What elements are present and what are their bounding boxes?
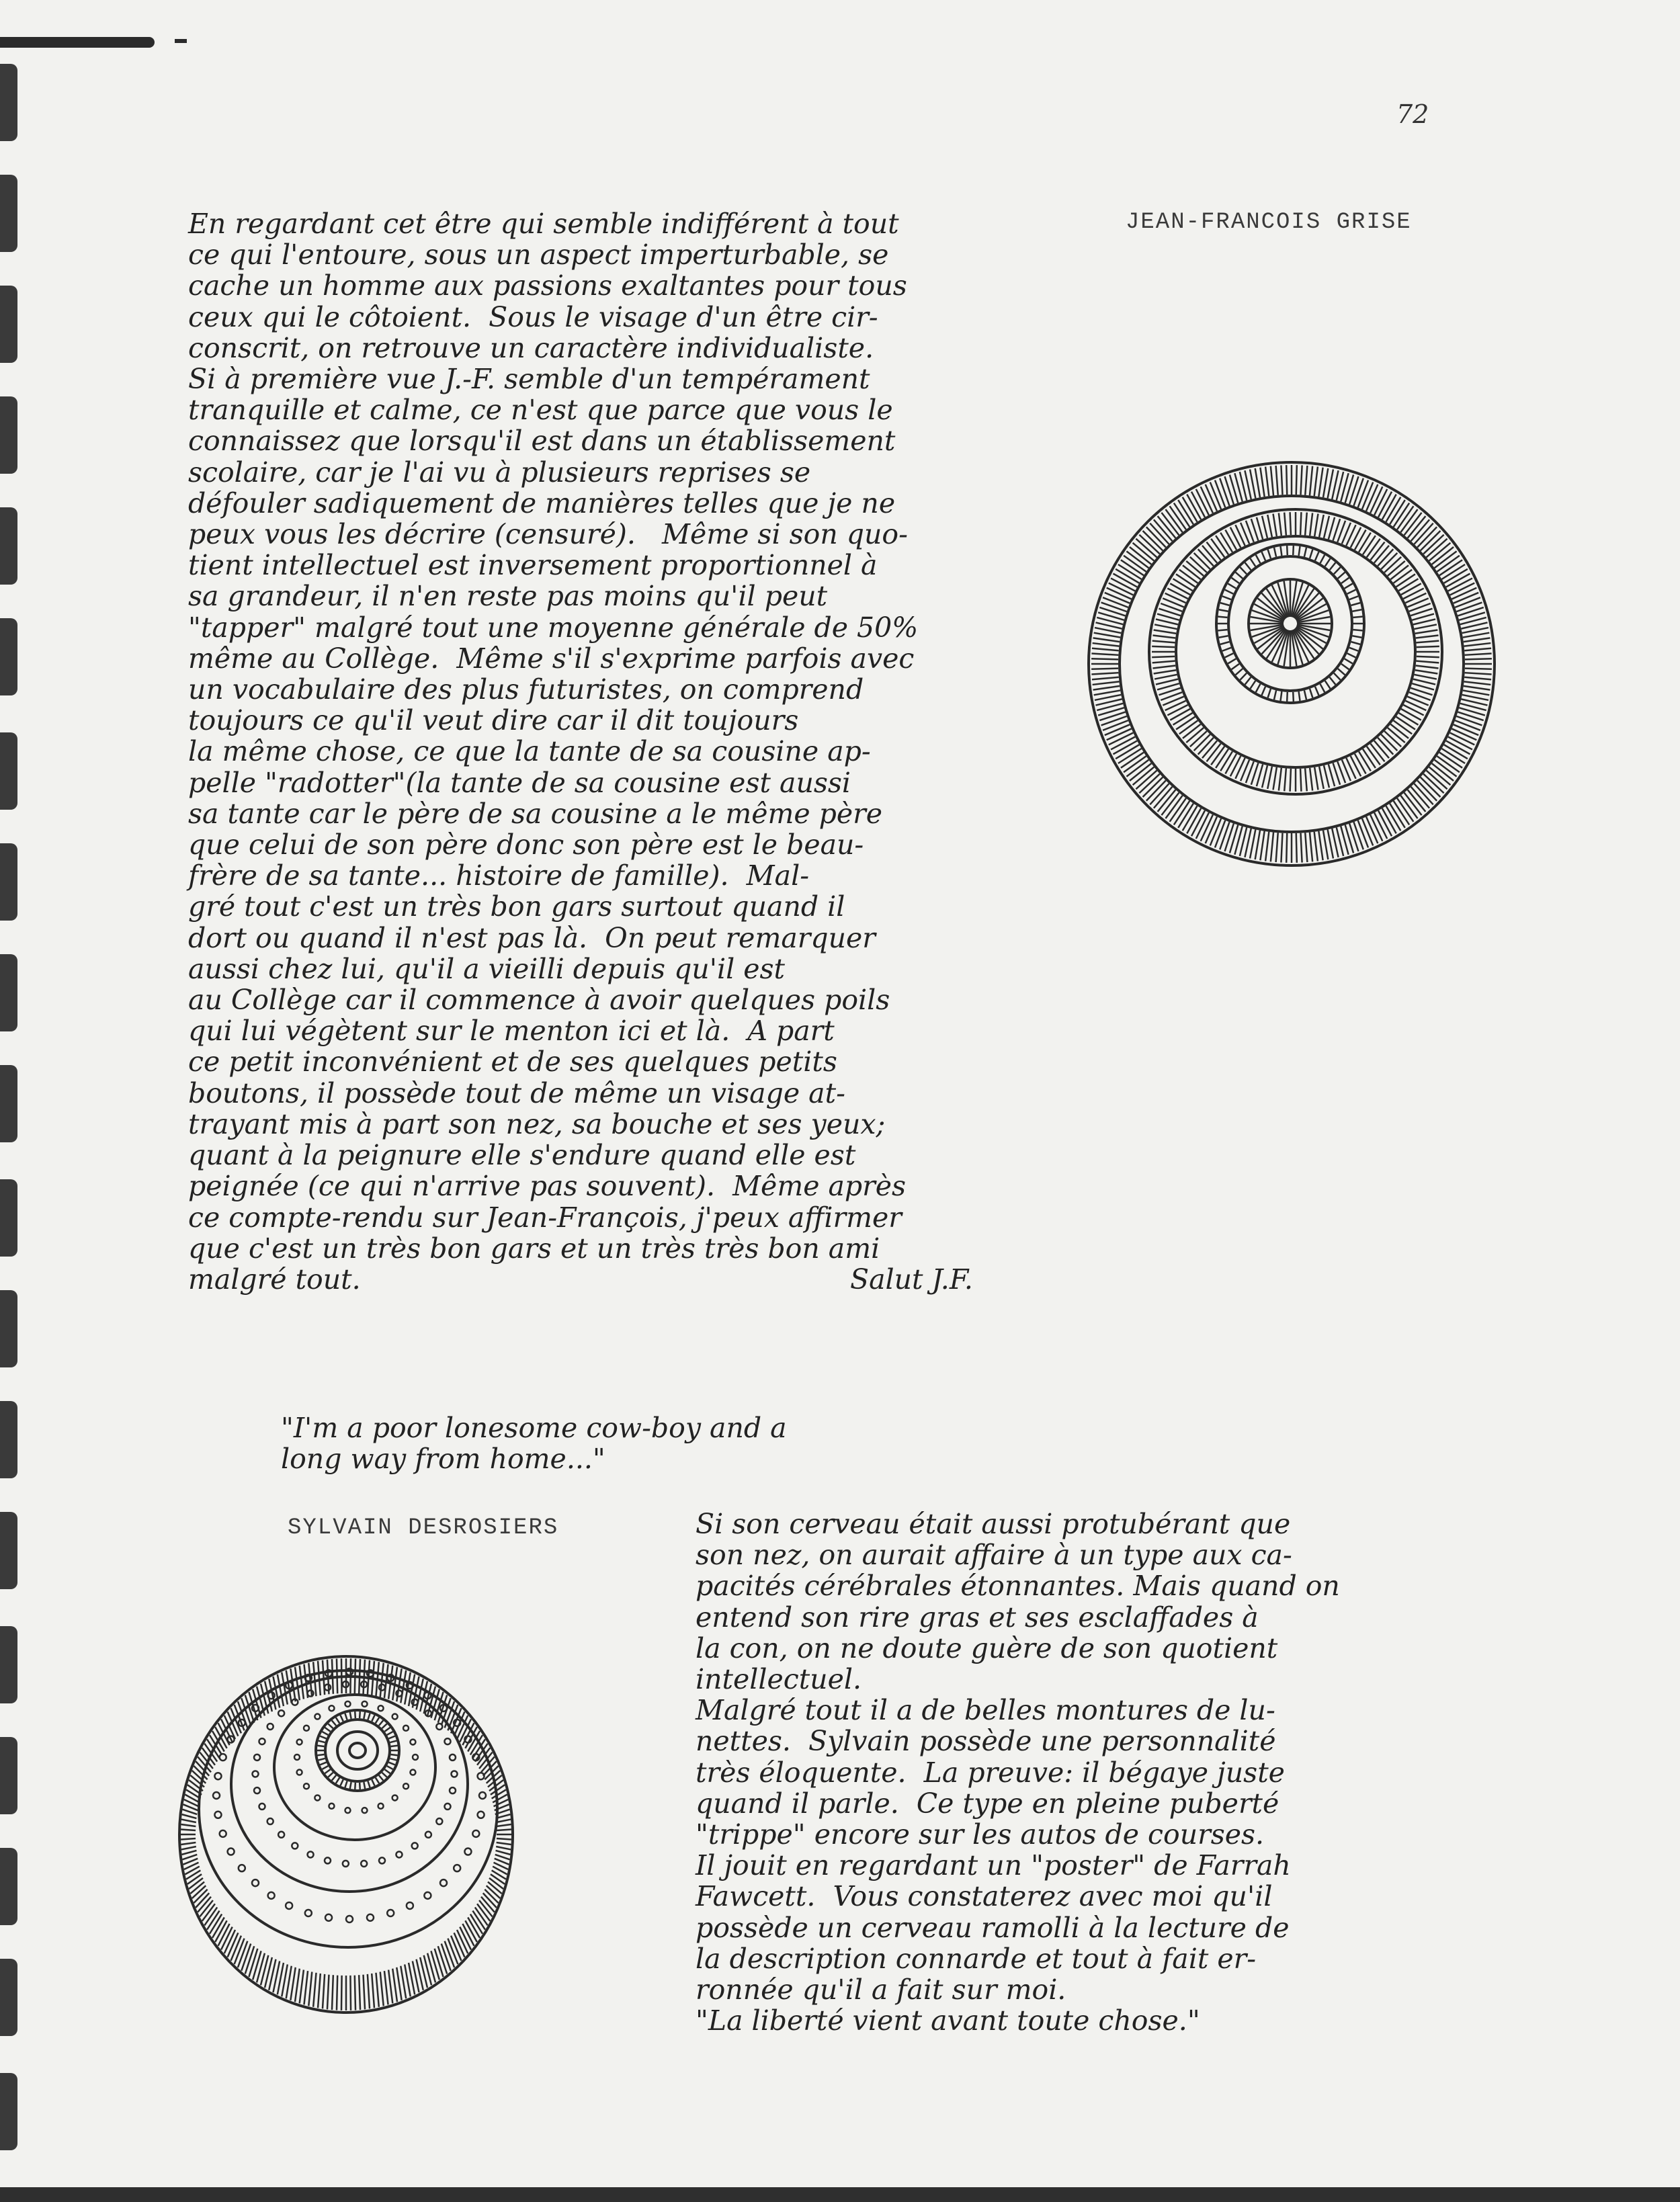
text-line: Il jouit en regardant un "poster" de Farrah — [696, 1849, 1291, 1882]
scan-mark — [0, 37, 155, 48]
binding-hole — [0, 1179, 17, 1257]
text-line: Fawcett. Vous constaterez avec moi qu'il — [696, 1880, 1273, 1913]
scan-edge — [0, 2187, 1680, 2202]
text-line: "La liberté vient avant toute chose." — [696, 2004, 1200, 2037]
binding-hole — [0, 954, 17, 1031]
text-line: intellectuel. — [696, 1663, 862, 1696]
text-line: Malgré tout il a de belles montures de lu- — [696, 1694, 1275, 1727]
page-number: 72 — [1396, 99, 1429, 129]
text-line: En regardant cet être qui semble indifférent à tout — [188, 208, 899, 240]
text-line: que celui de son père donc son père est le beau- — [188, 829, 864, 861]
text-line: connaissez que lorsqu'il est dans un établissement — [188, 425, 896, 458]
binding-hole — [0, 2073, 17, 2150]
text-line: sa grandeur, il n'en reste pas moins qu'il peut — [188, 580, 828, 613]
text-line: tranquille et calme, ce n'est que parce que vous le — [188, 394, 893, 427]
binding-hole — [0, 618, 17, 695]
text-line: dort ou quand il n'est pas là. On peut remarquer — [188, 921, 876, 954]
text-line: Si à première vue J.-F. semble d'un tempérament — [188, 363, 870, 396]
text-line: la même chose, ce que la tante de sa cousine ap- — [188, 735, 871, 768]
text-line: qui lui végètent sur le menton ici et là. A part — [188, 1015, 835, 1048]
text-line: possède un cerveau ramolli à la lecture de — [696, 1911, 1290, 1944]
text-line: sa tante car le père de sa cousine a le même père — [188, 797, 883, 830]
binding-hole — [0, 1959, 17, 2036]
text-line-last — [188, 1263, 973, 1296]
profile-text — [696, 1509, 1340, 2036]
text-line: la description connarde et tout à fait er- — [696, 1942, 1257, 1975]
binding-hole — [0, 1737, 17, 1814]
text-line: peux vous les décrire (censuré). Même si son quo- — [188, 518, 908, 551]
text-line: cache un homme aux passions exaltantes pour tous — [188, 269, 907, 302]
binding-hole — [0, 1290, 17, 1367]
text-line: trayant mis à part son nez, sa bouche et ses yeux; — [188, 1107, 886, 1140]
spiral-binding — [0, 0, 27, 2202]
profile-name: JEAN-FRANCOIS GRISE — [1126, 210, 1412, 235]
profile-name: SYLVAIN DESROSIERS — [288, 1515, 559, 1541]
profile-quote — [281, 1412, 787, 1474]
text-line: la con, on ne doute guère de son quotient — [696, 1632, 1278, 1664]
text-line: toujours ce qu'il veut dire car il dit toujours — [188, 704, 799, 737]
text-line: "tapper" malgré tout une moyenne générale de 50% — [188, 611, 919, 644]
text-line: Si son cerveau était aussi protubérant que — [696, 1508, 1291, 1540]
text-line: ce qui l'entoure, sous un aspect imperturbable, se — [188, 239, 889, 271]
profile-text — [188, 208, 973, 1296]
scan-mark — [175, 39, 187, 43]
text-line: frère de sa tante... histoire de famille). Mal- — [188, 859, 810, 892]
text-line: quand il parle. Ce type en pleine puberté — [696, 1787, 1279, 1820]
text-line: peignée (ce qui n'arrive pas souvent). Même après — [188, 1170, 907, 1203]
text-line: ce petit inconvénient et de ses quelques petits — [188, 1046, 837, 1078]
text-line: défouler sadiquement de manières telles que je ne — [188, 486, 896, 519]
text-line: même au Collège. Même s'il s'exprime parfois avec — [188, 642, 915, 675]
quote-line: "I'm a poor lonesome cow-boy and a — [281, 1412, 787, 1444]
text-line: aussi chez lui, qu'il a vieilli depuis qu'il est — [188, 952, 786, 985]
text-line: nettes. Sylvain possède une personnalité — [696, 1725, 1276, 1758]
binding-hole — [0, 732, 17, 810]
binding-hole — [0, 1626, 17, 1703]
text-line: "trippe" encore sur les autos de courses. — [696, 1818, 1265, 1851]
text-line: que c'est un très bon gars et un très très bon ami — [188, 1232, 880, 1265]
quote-line: long way from home..." — [281, 1443, 605, 1476]
text-line: quant à la peignure elle s'endure quand elle est — [188, 1139, 856, 1172]
text-line: tient intellectuel est inversement proportionnel à — [188, 549, 878, 582]
text-line: pelle "radotter"(la tante de sa cousine est aussi — [188, 766, 851, 799]
binding-hole — [0, 1401, 17, 1478]
text-line: ronnée qu'il a fait sur moi. — [696, 1974, 1066, 2006]
binding-hole — [0, 286, 17, 363]
binding-hole — [0, 396, 17, 474]
text-line: entend son rire gras et ses esclaffades à — [696, 1601, 1259, 1634]
binding-hole — [0, 1065, 17, 1142]
binding-hole — [0, 64, 17, 141]
text-line: boutons, il possède tout de même un visage at- — [188, 1076, 845, 1109]
binding-hole — [0, 1512, 17, 1589]
dotted-circle-drawing — [168, 1640, 517, 2016]
text-line: ce compte-rendu sur Jean-François, j'peux affirmer — [188, 1201, 902, 1234]
concentric-circle-drawing — [1082, 450, 1505, 874]
signoff: Salut J.F. — [850, 1263, 973, 1296]
text-line: très éloquente. La preuve: il bégaye juste — [696, 1756, 1285, 1789]
text-line: malgré tout. — [188, 1263, 361, 1296]
binding-hole — [0, 1848, 17, 1925]
text-line: son nez, on aurait affaire à un type aux ca- — [696, 1539, 1292, 1572]
text-line: gré tout c'est un très bon gars surtout quand il — [188, 890, 845, 923]
text-line: conscrit, on retrouve un caractère individualiste. — [188, 331, 874, 364]
text-line: ceux qui le côtoient. Sous le visage d'un être cir- — [188, 300, 878, 333]
binding-hole — [0, 507, 17, 585]
text-line: scolaire, car je l'ai vu à plusieurs reprises se — [188, 456, 811, 489]
text-line: pacités cérébrales étonnantes. Mais quand on — [696, 1570, 1340, 1603]
text-line: un vocabulaire des plus futuristes, on comprend — [188, 673, 864, 706]
text-line: au Collège car il commence à avoir quelques poils — [188, 984, 890, 1017]
binding-hole — [0, 175, 17, 252]
binding-hole — [0, 843, 17, 921]
